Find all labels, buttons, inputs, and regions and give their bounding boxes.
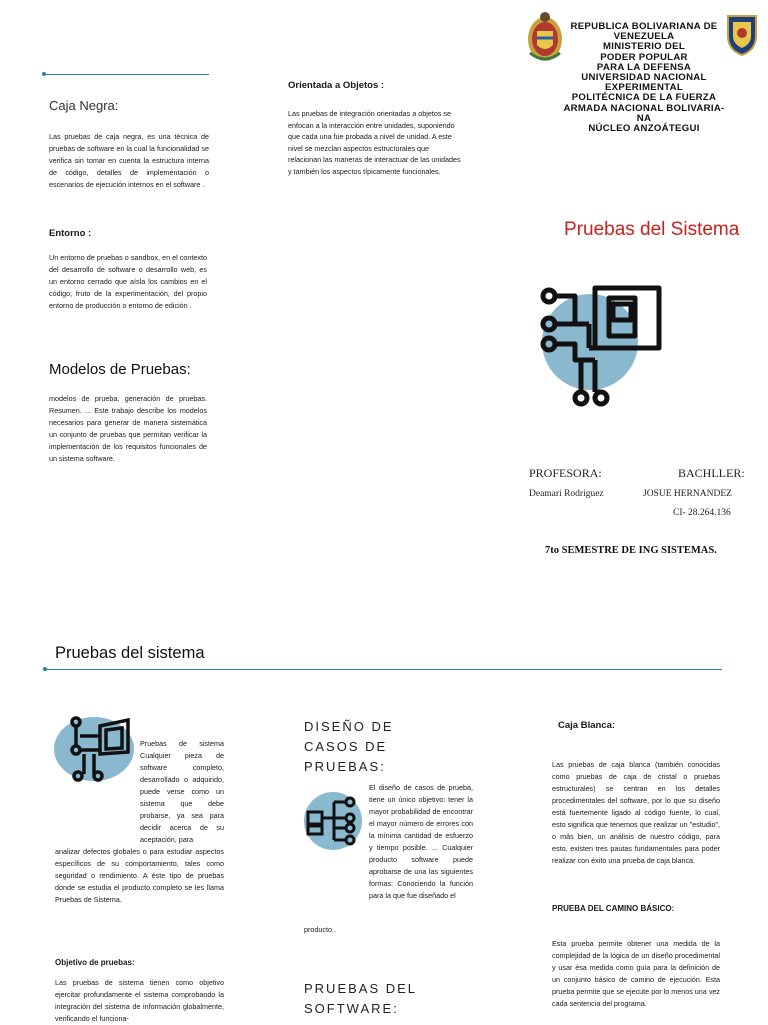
- header-line: NÚCLEO ANZOÁTEGUI: [588, 123, 700, 135]
- header-line: PODER POPULAR: [600, 51, 688, 63]
- entorno-text: Un entorno de pruebas o sandbox, en el contexto del desarrollo de software o desarrollo web, es un entorno cerrado que aísla los cambios en el código, fruto de la experimentación, del propio entorno de producción o entorno de edición .: [49, 253, 207, 310]
- diseno-heading: DISEÑO DE CASOS DE PRUEBAS:: [304, 719, 394, 774]
- header-line: ARMADA NACIONAL BOLIVARIA-: [563, 102, 725, 114]
- header-line: REPUBLICA BOLIVARIANA DE: [570, 21, 718, 32]
- caja-blanca-heading: Caja Blanca:: [558, 720, 616, 731]
- header-line: PARA LA DEFENSA: [596, 61, 692, 73]
- entorno-heading: Entorno :: [49, 228, 92, 239]
- shield-logo-right: [726, 12, 758, 56]
- objetivo-heading: Objetivo de pruebas:: [55, 958, 135, 967]
- system-test-icon: [54, 714, 136, 784]
- header-line: EXPERIMENTAL: [604, 82, 684, 94]
- section-title: Pruebas del sistema: [55, 644, 205, 662]
- header-line: POLITÉCNICA DE LA FUERZA: [571, 92, 717, 104]
- objetivo-text: Las pruebas de sistema tienen como objetivo ejercitar profundamente el sistema comprobando la integración del sistema de información globalmente, verificando el funciona-: [55, 978, 224, 1023]
- caja-negra-heading: Caja Negra:: [49, 98, 119, 113]
- intro-text-full: analizar defectos globales o para estudiar aspectos específicos de su comportamiento, tales como seguridad o rendimiento. A éste tipo de pruebas donde se estudia el producto completo se les llama Pruebas de Sistema.: [55, 847, 224, 904]
- intro-text-right: Pruebas de sistema Cualquier pieza de software completo, desarrollado o adquirido, puede verse como un sistema que debe probarse, ya sea para decidir acerca de su aceptación, para: [140, 739, 224, 844]
- divider-line: [45, 74, 209, 75]
- diseno-text-end: producto .: [304, 925, 336, 934]
- header-line: NA: [636, 112, 652, 124]
- semester-label: 7to SEMESTRE DE ING SISTEMAS.: [545, 545, 717, 556]
- cover-title: Pruebas del Sistema: [564, 219, 740, 240]
- modelos-heading: Modelos de Pruebas:: [49, 361, 191, 378]
- student-ci: CI- 28.264.136: [673, 508, 731, 518]
- header-line: UNIVERSIDAD NACIONAL: [581, 72, 707, 84]
- institution-header: [562, 22, 726, 134]
- camino-heading: PRUEBA DEL CAMINO BÁSICO:: [552, 904, 675, 913]
- software-heading: PRUEBAS DEL SOFTWARE:: [304, 981, 417, 1016]
- profesora-name: Deamari Rodriguez: [529, 489, 604, 499]
- orientada-text: Las pruebas de integración orientadas a objetos se enfocan a la interacción entre unidades, suponiendo que cada una fue probada a nivel de unidad. A este nivel se mezclan aspectos estructurales que relacionan las maneras de interactuar de las unidades y también los aspectos típicamente funcionales.: [288, 109, 461, 176]
- orientada-heading: Orientada a Objetos :: [288, 80, 385, 91]
- modelos-text: modelos de prueba, generación de pruebas. Resumen. ... Este trabajo describe los modelos necesarios para generar de manera sistemática un conjunto de pruebas que permitan verificar la implementación de los requisitos funcionales de un sistema software.: [49, 394, 207, 463]
- circuit-icon: [300, 792, 366, 850]
- caja-blanca-text: Las pruebas de caja blanca (también conocidas como pruebas de caja de cristal o pruebas estructurales) se centran en los detalles procedimentales del software, por lo que su diseño está fuertemente ligado al código fuente, lo cual, esto significa que tenemos que realizar un "estudio", o más bien, un análisis de nuestro código, para esto, existen tres pautas fundamentales para poder realizar con éxito una prueba de caja blanca.: [552, 760, 720, 865]
- divider-line: [46, 669, 722, 670]
- caja-negra-text: Las pruebas de caja negra, es una técnica de pruebas de software en la cual la funcionalidad se verifica sin tomar en cuenta la estructura interna de código, detalles de implementación o escenarios de ejecución internos en el software .: [49, 132, 209, 189]
- profesora-label: PROFESORA:: [529, 466, 602, 480]
- bachiller-label: BACHLLER:: [678, 466, 745, 480]
- camino-text: Esta prueba permite obtener una medida de la complejidad de la lógica de un diseño procedimental y usar ésa medida como guía para la definición de un conjunto básico de camino de ejecución. Esta prueba permite que se ejecute por lo menos una vez cada sentencia del programa.: [552, 939, 720, 1008]
- diseno-text: El diseño de casos de prueba, tiene un único objetivo: tener la mayor probabilidad de encontrar el mayor número de errores con la mínima cantidad de esfuerzo y tiempo posible. ... Cualquier producto software puede aprobarse de una las siguientes formas: Conociendo la función para la que fue diseñado el: [369, 783, 473, 900]
- shield-logo-left: [526, 9, 564, 65]
- computer-circuit-icon: [535, 280, 670, 410]
- header-line: MINISTERIO DEL: [602, 41, 686, 53]
- bachiller-name: JOSUE HERNANDEZ: [643, 489, 732, 499]
- header-line: VENEZUELA: [613, 31, 675, 43]
